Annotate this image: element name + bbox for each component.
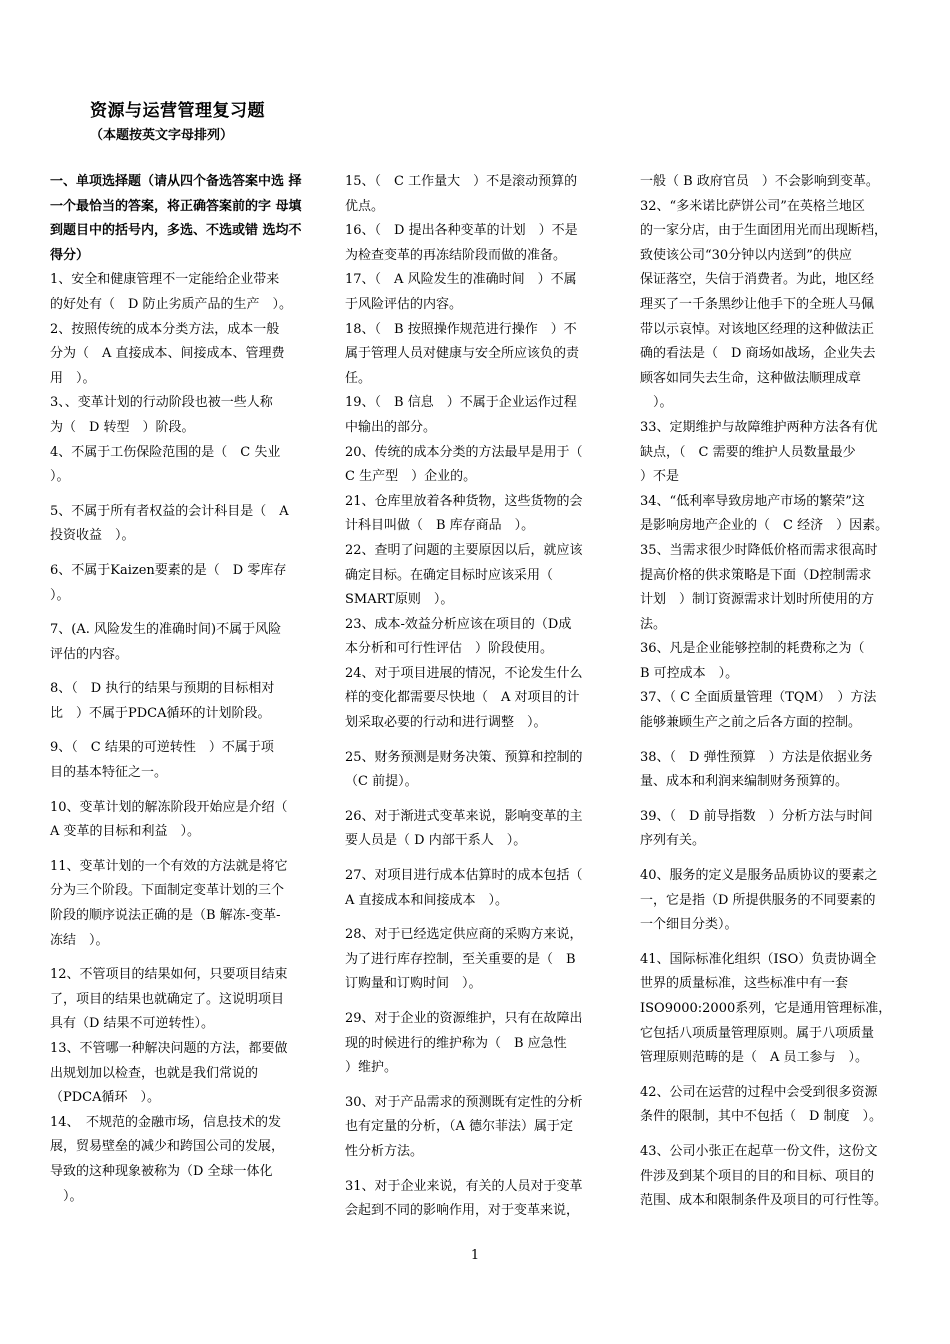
question-item: 14、 不规范的金融市场，信息技术的发 展，贸易壁垒的减少和跨国公司的发展， 导致的这种现象被称为（D 全球一体化 ）。 — [50, 1114, 285, 1204]
question-item: 23、成本-效益分析应该在项目的（D成 本分析和可行性评估 ）阶段使用。 — [345, 616, 572, 657]
document-subtitle: （本题按英文字母排列） — [90, 128, 234, 143]
question-item: 17、（ A 风险发生的准确时间 ）不属 于风险评估的内容。 — [345, 272, 577, 312]
question-item: 29、对于企业的资源维护，只有在故障出 现的时候进行的维护称为（ B 应急性 ）维护。 — [345, 1011, 583, 1076]
question-item: 9、（ C 结果的可逆转性 ）不属于项 目的基本特征之一。 — [50, 740, 274, 781]
question-item: 42、公司在运营的过程中会受到很多资源 条件的限制，其中不包括（ D 制度 ）。 — [640, 1084, 883, 1125]
question-item: 7、(A. 风险发生的准确时间)不属于风险 评估的内容。 — [50, 622, 282, 662]
question-item: 21、仓库里放着各种货物，这些货物的会 计科目叫做（ B 库存商品 ）。 — [345, 493, 583, 534]
question-item: 15、（ C 工作量大 ）不是滚动预算的 优点。 — [345, 174, 578, 214]
section-heading: 一、单项选择题（请从四个备选答案中选 择一个最恰当的答案，将正确答案前的字 母填到题目中的括号内，多选、不选或错 选均不得分） — [50, 174, 302, 263]
question-item: 38、（ D 弹性预算 ）方法是依据业务 量、成本和利润来编制财务预算的。 — [640, 749, 873, 790]
question-item: 11、变革计划的一个有效的方法就是将它 分为三个阶段。下面制定变革计划的三个 阶段的顺序说法正确的是（B 解冻-变革- 冻结 ）。 — [50, 858, 288, 948]
column-1 — [50, 170, 312, 1209]
document-title: 资源与运营管理复习题 — [90, 101, 265, 121]
question-item: 6、不属于Kaizen要素的是（ D 零库存 ）。 — [50, 562, 287, 603]
question-item: 10、变革计划的解冻阶段开始应是介绍（ A 变革的目标和利益 ）。 — [50, 799, 288, 840]
question-item: 13、不管哪一种解决问题的方法，都要做 出规划加以检查，也就是我们常说的 （PDCA循环 ）。 — [50, 1041, 288, 1106]
question-item: 36、凡是企业能够控制的耗费称之为（ B 可控成本 ）。 — [640, 641, 865, 681]
column-3 — [640, 170, 902, 1214]
question-item: 33、定期维护与故障维护两种方法各有优 缺点，（ C 需要的维护人员数量最少 ）不是 — [640, 419, 878, 485]
question-item: 31、对于企业来说，有关的人员对于变革 会起到不同的影响作用，对于变革来说， — [345, 1178, 583, 1219]
question-item: 41、国际标准化组织（ISO）负责协调全 世界的质量标准，这些标准中有一套 ISO9000:2000系列，它是通用管理标准， 它包括八项质量管理原则。属于八项质量 管理原则范畴的是（ A 员工参与 ）。 — [640, 951, 892, 1066]
question-item: 3、、变革计划的行动阶段也被一些人称 为（ D 转型 ）阶段。 — [50, 395, 273, 435]
question-item: 18、（ B 按照操作规范进行操作 ）不 属于管理人员对健康与安全所应该负的责 任。 — [345, 321, 580, 386]
question-item: 一般（ B 政府官员 ）不会影响到变革。 — [640, 174, 879, 189]
question-item: 39、（ D 前导指数 ）分析方法与时间 序列有关。 — [640, 808, 873, 849]
question-item: 20、传统的成本分类的方法最早是用于（ C 生产型 ）企业的。 — [345, 444, 583, 485]
question-item: 27、对项目进行成本估算时的成本包括（ A 直接成本和间接成本 ）。 — [345, 868, 583, 908]
question-item: 8、（ D 执行的结果与预期的目标相对 比 ）不属于PDCA循环的计划阶段。 — [50, 681, 275, 721]
question-item: 30、对于产品需求的预测既有定性的分析 也有定量的分析，（A 德尔菲法）属于定 性分析方法。 — [345, 1094, 583, 1159]
question-item: 24、对于项目进展的情况，不论发生什么 样的变化都需要尽快地（ A 对项目的计 划采取必要的行动和进行调整 ）。 — [345, 665, 583, 731]
question-item: 4、不属于工伤保险范围的是（ C 失业 ）。 — [50, 444, 281, 485]
question-item: 43、公司小张正在起草一份文件，这份文 件涉及到某个项目的目的和目标、项目的 范围、成本和限制条件及项目的可行性等。 — [640, 1143, 888, 1209]
question-item: 19、（ B 信息 ）不属于企业运作过程 中输出的部分。 — [345, 395, 577, 435]
page-number: 1 — [470, 1248, 480, 1263]
question-item: 40、服务的定义是服务品质协议的要素之 一，它是指（D 所提供服务的不同要素的 一个细目分类）。 — [640, 868, 878, 933]
question-item: 12、不管项目的结果如何，只要项目结束 了，项目的结果也就确定了。这说明项目 具有（D 结果不可逆转性）。 — [50, 967, 288, 1032]
question-item: 35、当需求很少时降低价格而需求很高时 提高价格的供求策略是下面（D控制需求 计划 ）制订资源需求计划时所使用的方 法。 — [640, 542, 878, 632]
question-item: 5、不属于所有者权益的会计科目是（ A 投资收益 ）。 — [50, 503, 289, 544]
question-item: 2、按照传统的成本分类方法，成本一般 分为（ A 直接成本、间接成本、管理费 用 ）。 — [50, 321, 285, 386]
question-item: 34、“低利率导致房地产市场的繁荣”这 是影响房地产企业的（ C 经济 ）因素。 — [640, 493, 889, 534]
question-item: 16、（ D 提出各种变革的计划 ）不是 为检查变革的再冻结阶段而做的准备。 — [345, 223, 578, 263]
question-item: 1、安全和健康管理不一定能给企业带来 的好处有（ D 防止劣质产品的生产 ）。 — [50, 272, 293, 312]
question-item: 25、财务预测是财务决策、预算和控制的 （C 前提）。 — [345, 749, 583, 790]
question-item: 37、（ C 全面质量管理（TQM） ）方法 能够兼顾生产之前之后各方面的控制。 — [640, 690, 877, 731]
question-item: 26、对于渐进式变革来说，影响变革的主 要人员是（ D 内部干系人 ）。 — [345, 808, 583, 849]
question-item: 32、“多米诺比萨饼公司”在英格兰地区 的一家分店，由于生面团用光而出现断档， 致使该公司“30分钟以内送到”的供应 保证落空，失信于消费者。为此，地区经 理买了一千条黑纱让他手下的全班人马佩 带以示哀悼。对该地区经理的这种做法正 确的看法是（ D 商场如战场，企业失去 顾客如同失去生命，这种做法顺理成章 ）。 — [640, 198, 888, 411]
question-item: 28、对于已经选定供应商的采购方来说， 为了进行库存控制，至关重要的是（ B 订购量和订购时间 ）。 — [345, 927, 583, 992]
column-2 — [345, 170, 607, 1224]
question-item: 22、查明了问题的主要原因以后，就应该 确定目标。在确定目标时应该采用（ SMART原则 ）。 — [345, 542, 583, 608]
